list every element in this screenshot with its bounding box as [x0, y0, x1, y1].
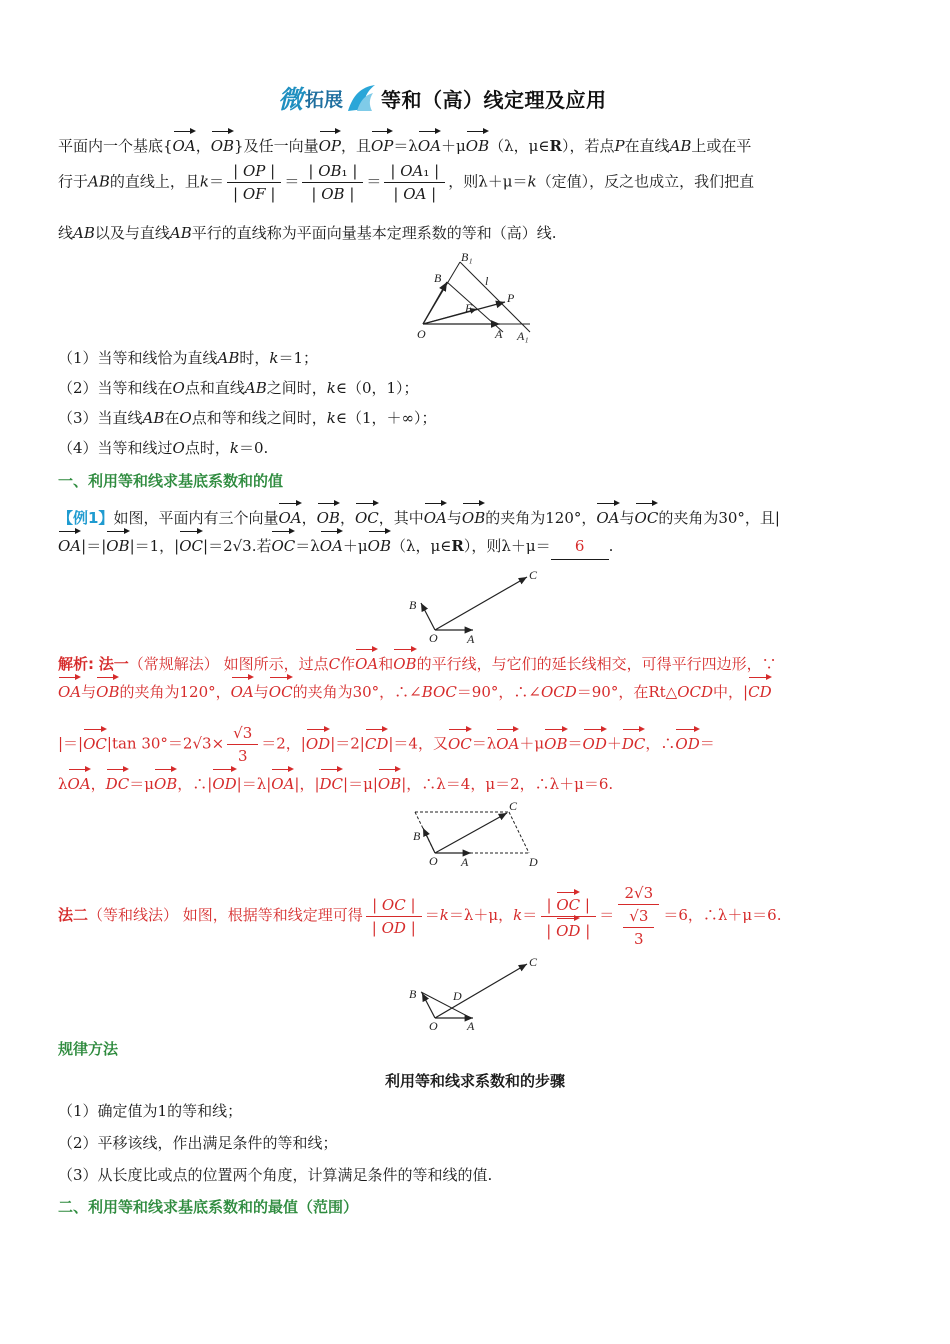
fig1-label-a: A — [495, 327, 503, 341]
fig1-label-l: l — [485, 274, 489, 288]
rule-step-1: （1）确定值为1的等和线； — [58, 1102, 243, 1120]
method-2-label: 法二 — [58, 906, 89, 924]
fig2-label-a: A — [467, 632, 475, 646]
fig3-label-o: O — [429, 854, 438, 868]
rule-label: 规律方法 — [58, 1040, 119, 1058]
solution-line-2: OA与OB的夹角为120°，OA与OC的夹角为30°，∴∠BOC＝90°，∴∠OCD＝90°，在Rt△OCD中，|CD — [58, 676, 893, 705]
rule-title: 利用等和线求系数和的步骤 — [384, 1072, 565, 1090]
solution-line-1: 解析: 法一（常规解法） 如图所示，过点C作OA和OB的平行线，与它们的延长线相交，可得平行四边形，∵ — [58, 648, 893, 677]
fig1-label-o: O — [417, 327, 426, 341]
solution-label: 解析: — [58, 655, 94, 673]
page-title: 等和（高）线定理及应用 — [381, 87, 607, 112]
solution-line-4: λOA，DC＝μOB，∴|OD|＝λ|OA|，|DC|＝μ|OB|，∴λ＝4，μ＝2，∴λ＋μ＝6. — [58, 768, 893, 797]
intro-line-1: 平面内一个基底{OA，OB}及任一向量OP，且OP＝λOA＋μOB（λ，μ∈R），若点P在直线AB上或在平 — [58, 130, 893, 159]
fig1-label-a1: A₁ — [517, 329, 529, 343]
fig4-label-d: D — [453, 989, 462, 1003]
figure-2-diagram — [405, 565, 555, 647]
example-1-line-2: OA|＝|OB|＝1，|OC|＝2√3.若OC＝λOA＋μOB（λ，μ∈R），则λ＋μ＝ 6 . — [58, 530, 893, 560]
micro-extension-badge — [278, 83, 379, 113]
example-1-line-1: 【例1】如图，平面内有三个向量OA，OB，OC，其中OA与OB的夹角为120°，OA与OC的夹角为30°，且| — [58, 502, 893, 531]
fig3-label-a: A — [461, 855, 469, 869]
section-2-heading: 二、利用等和线求基底系数和的最值（范围） — [58, 1198, 359, 1216]
fig3-label-b: B — [413, 829, 421, 843]
method-1-label: 法一 — [98, 655, 129, 673]
fig1-label-p: P — [507, 291, 515, 305]
method-2-line: 法二（等和线法） 如图，根据等和线定理可得 $\frac{| OC |}{| OD |}$ ＝k＝λ＋μ，k＝ $\frac{| OC |}{| OD |}$ ＝ $\frac{2√3}{\frac{√3}{3}}$ ＝6，∴λ＋μ＝6. — [58, 884, 782, 948]
fig1-label-b1: B₁ — [461, 252, 473, 264]
figure-4-diagram — [405, 950, 555, 1036]
case-3: （3）当直线AB在O点和等和线之间时，k∈（1，＋∞）； — [58, 409, 437, 427]
wave-logo-icon — [345, 81, 379, 115]
case-2: （2）当等和线在O点和直线AB之间时，k∈（0，1）； — [58, 379, 419, 397]
fig3-label-c: C — [509, 799, 518, 813]
case-1: （1）当等和线恰为直线AB时，k＝1； — [58, 349, 319, 367]
fig3-label-d: D — [529, 855, 538, 869]
rule-step-3: （3）从长度比或点的位置两个角度，计算满足条件的等和线的值. — [58, 1166, 493, 1184]
fig4-label-a: A — [467, 1019, 475, 1033]
intro-line-2: 行于AB的直线上，且k＝ $\frac{| OP |}{| OF |}$ ＝ $\frac{\text{| OB₁ |}}{| OB |}$ ＝ $\frac{\text{| OA₁ |}}{| OA |}$ ，则λ＋μ＝k（定值），反之也成立，我们把直 — [58, 162, 755, 203]
solution-line-3: |＝|OC|tan 30°＝2√3× $\frac{√3}{3}$ ＝2，|OD|＝2|CD|＝4，又OC＝λOA＋μOB＝OD＋DC，∴OD＝ — [58, 724, 715, 765]
fig2-label-o: O — [429, 631, 438, 645]
section-1-heading: 一、利用等和线求基底系数和的值 — [58, 472, 284, 490]
fig1-label-b: B — [434, 271, 442, 285]
title-row — [278, 78, 607, 118]
fig4-label-c: C — [529, 955, 538, 969]
example-1-tag: 【例1】 — [58, 509, 114, 527]
example-1-answer: 6 — [551, 533, 609, 560]
fig4-label-b: B — [409, 987, 417, 1001]
badge-char: 微 — [278, 85, 304, 114]
rule-step-2: （2）平移该线，作出满足条件的等和线； — [58, 1134, 338, 1152]
fig2-label-c: C — [529, 568, 538, 582]
fig1-label-f: F — [465, 301, 473, 315]
fig2-label-b: B — [409, 598, 417, 612]
badge-text: 拓展 — [305, 88, 344, 111]
case-4: （4）当等和线过O点时，k＝0. — [58, 439, 269, 457]
figure-1-diagram — [405, 252, 545, 344]
fig4-label-o: O — [429, 1019, 438, 1033]
intro-line-3: 线AB以及与直线AB平行的直线称为平面向量基本定理系数的等和（高）线. — [58, 224, 557, 242]
figure-3-diagram — [405, 798, 555, 870]
